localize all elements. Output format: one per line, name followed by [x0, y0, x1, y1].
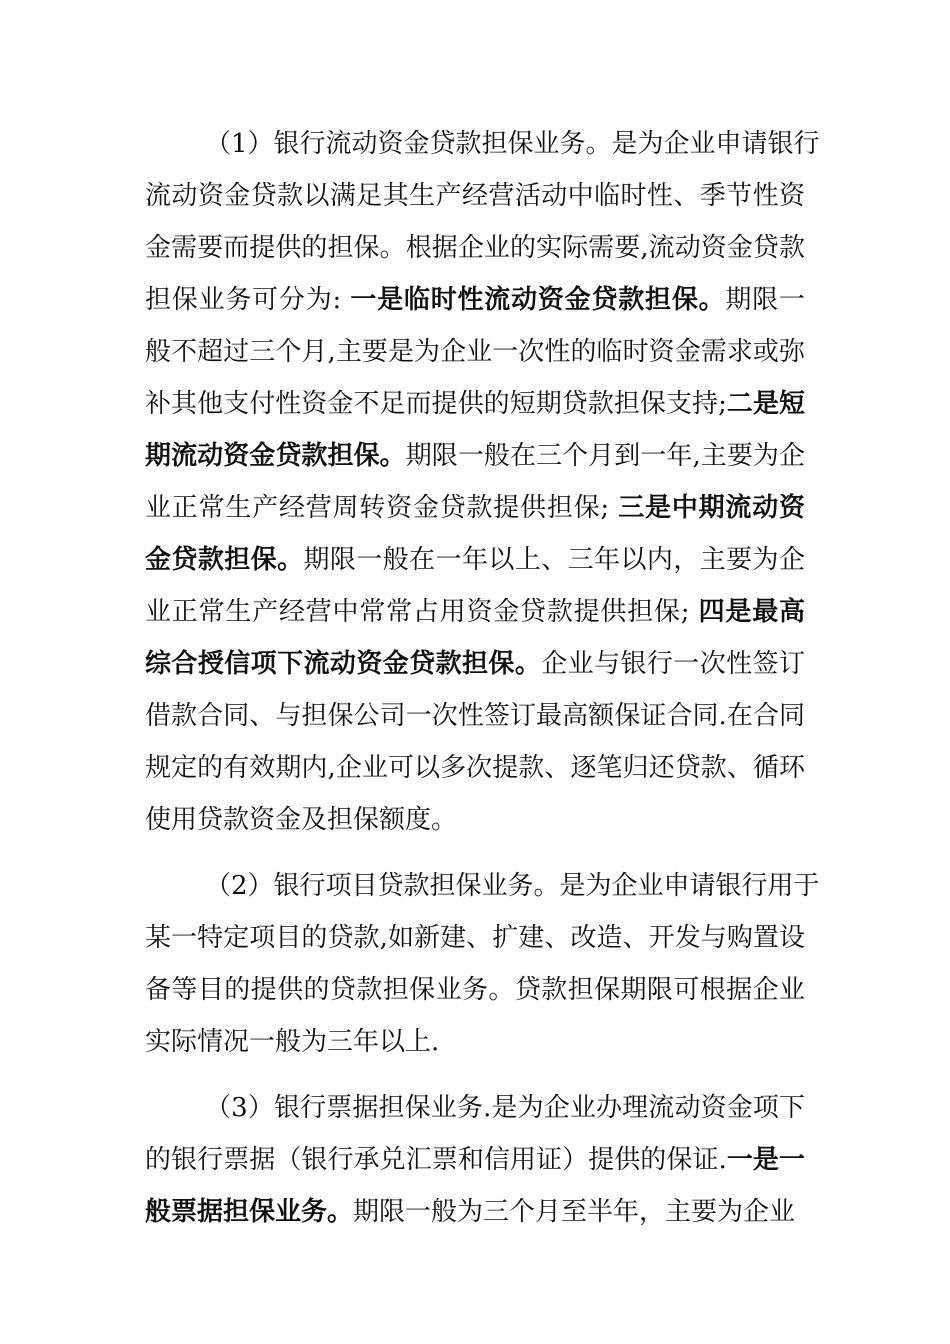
bold-text: 一是一 [726, 1145, 805, 1175]
paragraph [145, 1082, 805, 1238]
bold-text: 二是短 [726, 389, 805, 419]
bold-text: 金贷款担保。 [145, 545, 304, 575]
body-text: 某一特定项目的贷款,如新建、扩建、改造、开发与购置设 [145, 923, 805, 953]
body-text: 规定的有效期内,企业可以多次提款、逐笔归还贷款、循环 [145, 753, 805, 783]
body-text: 期限一般为三个月至半年，主要为企业 [353, 1197, 796, 1227]
bold-text: 期流动资金贷款担保。 [145, 441, 406, 471]
body-text: 备等目的提供的贷款担保业务。贷款担保期限可根据企业 [145, 975, 805, 1005]
body-text: 借款合同、与担保公司一次性签订最高额保证合同.在合同 [145, 701, 805, 731]
text-line [145, 534, 805, 586]
body-text: （1）银行流动资金贷款担保业务。是为企业申请银行 [205, 129, 820, 159]
paragraph [145, 860, 820, 1068]
text-line [145, 170, 805, 222]
body-text: 企业与银行一次性签订 [541, 649, 805, 679]
body-text: 使用贷款资金及担保额度。 [145, 805, 458, 835]
text-line [145, 1082, 805, 1134]
body-text: 般不超过三个月,主要是为企业一次性的临时资金需求或弥 [145, 337, 805, 367]
body-text: 实际情况一般为三年以上. [145, 1027, 440, 1057]
text-line [145, 1134, 805, 1186]
text-line [145, 638, 805, 690]
text-line [145, 586, 805, 638]
body-text: （2）银行项目贷款担保业务。是为企业申请银行用于 [205, 871, 820, 901]
text-line [145, 794, 805, 846]
text-line [145, 222, 805, 274]
paragraph [145, 118, 820, 846]
text-line [145, 274, 805, 326]
body-text: 期限一般在一年以上、三年以内，主要为企 [303, 545, 805, 575]
body-text: （3）银行票据担保业务.是为企业办理流动资金项下 [205, 1093, 805, 1123]
body-text: 担保业务可分为: [145, 285, 351, 315]
bold-text: 一是临时性流动资金贷款担保。 [350, 285, 726, 315]
text-line [145, 912, 805, 964]
text-line [145, 430, 805, 482]
body-text: 补其他支付性资金不足而提供的短期贷款担保支持; [145, 389, 727, 419]
body-text: 业正常生产经营周转资金贷款提供担保; [145, 493, 619, 523]
text-line [145, 326, 805, 378]
body-text: 期限一 [725, 285, 805, 315]
text-line [145, 690, 805, 742]
bold-text: 四是最高 [698, 597, 805, 627]
text-line [145, 1016, 805, 1068]
bold-text: 般票据担保业务。 [145, 1197, 354, 1227]
body-text: 期限一般在三个月到一年,主要为企 [405, 441, 805, 471]
text-line [145, 482, 805, 534]
body-text: 业正常生产经营中常常占用资金贷款提供担保; [145, 597, 699, 627]
text-line [145, 118, 820, 170]
body-text: 金需要而提供的担保。根据企业的实际需要,流动资金贷款 [145, 233, 805, 263]
body-text: 的银行票据（银行承兑汇票和信用证）提供的保证. [145, 1145, 727, 1175]
body-text: 流动资金贷款以满足其生产经营活动中临时性、季节性资 [145, 181, 805, 211]
text-line [145, 378, 805, 430]
bold-text: 综合授信项下流动资金贷款担保。 [145, 649, 542, 679]
document-page [145, 118, 820, 1238]
text-line [145, 1186, 805, 1238]
text-line [145, 742, 805, 794]
text-line [145, 860, 820, 912]
text-line [145, 964, 805, 1016]
bold-text: 三是中期流动资 [618, 493, 805, 523]
